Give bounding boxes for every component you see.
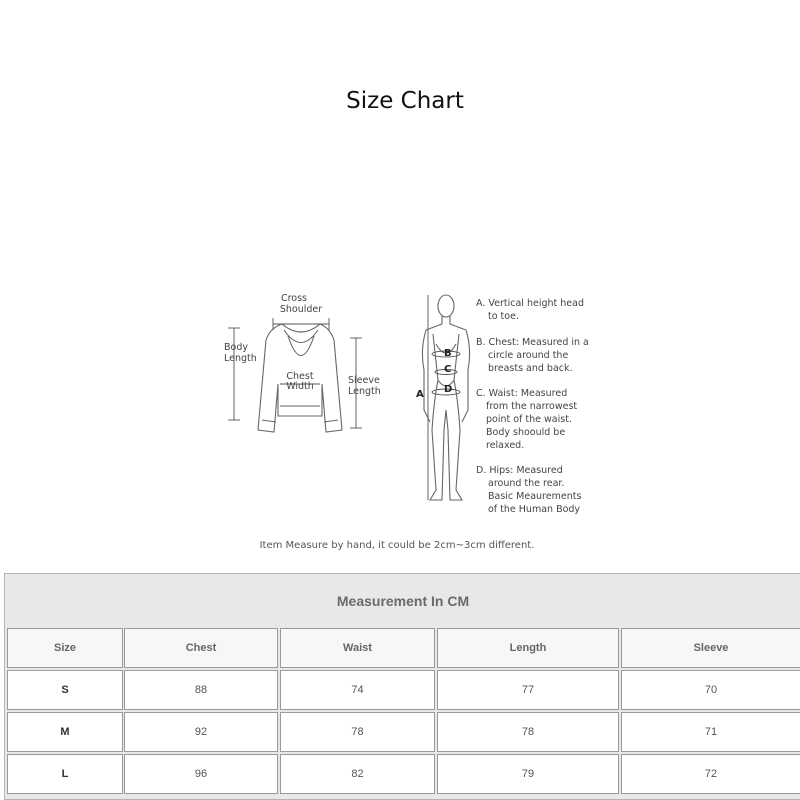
legend-a-line-2: to toe.	[488, 311, 519, 322]
body-figure	[422, 295, 469, 500]
cell-chest-l: 96	[124, 754, 278, 794]
legend-d-line-1: D. Hips: Measured	[476, 465, 563, 476]
hips-letter: D	[444, 384, 453, 395]
legend-c-line-4: Body shoould be	[486, 427, 566, 438]
header-size: Size	[7, 628, 123, 668]
measurement-diagram	[0, 280, 800, 520]
legend-b-line-1: B. Chest: Measured in a	[476, 337, 589, 348]
chest-width-label-1: Chest	[286, 371, 314, 382]
waist-letter: C	[444, 364, 452, 375]
measurement-legend	[476, 298, 589, 515]
legend-b-line-3: breasts and back.	[488, 363, 573, 374]
legend-d-line-4: of the Human Body	[488, 504, 581, 515]
header-waist: Waist	[280, 628, 435, 668]
cell-sleeve-s: 70	[621, 670, 800, 710]
cell-chest-s: 88	[124, 670, 278, 710]
legend-c-line-1: C. Waist: Measured	[476, 388, 568, 399]
chest-letter: B	[444, 348, 452, 359]
cell-waist-s: 74	[280, 670, 435, 710]
legend-a-line-1: A. Vertical height head	[476, 298, 584, 309]
chest-width-label-2: Width	[286, 381, 314, 392]
cell-sleeve-m: 71	[621, 712, 800, 752]
height-letter: A	[416, 389, 424, 400]
body-length-label-1: Body	[224, 342, 248, 353]
sleeve-length-label-2: Length	[348, 386, 381, 397]
legend-c-line-3: point of the waist.	[486, 414, 572, 425]
page-title: Size Chart	[346, 88, 464, 114]
cell-length-m: 78	[437, 712, 619, 752]
cell-size-l: L	[7, 754, 123, 794]
size-table	[4, 573, 800, 800]
cell-size-s: S	[7, 670, 123, 710]
cross-shoulder-label-1: Cross	[280, 293, 308, 304]
legend-c-line-2: from the narrowest	[486, 401, 578, 412]
cell-size-m: M	[7, 712, 123, 752]
body-length-label-2: Length	[224, 353, 257, 364]
legend-d-line-2: around the rear.	[488, 478, 565, 489]
legend-b-line-2: circle around the	[488, 350, 569, 361]
legend-c-line-5: relaxed.	[486, 440, 525, 451]
cell-waist-l: 82	[280, 754, 435, 794]
measurement-note: Item Measure by hand, it could be 2cm~3cm different.	[259, 540, 535, 551]
header-length: Length	[437, 628, 619, 668]
legend-d-line-3: Basic Meaurements	[488, 491, 582, 502]
cell-chest-m: 92	[124, 712, 278, 752]
cell-length-s: 77	[437, 670, 619, 710]
cell-length-l: 79	[437, 754, 619, 794]
sleeve-length-label-1: Sleeve	[348, 375, 380, 386]
cell-sleeve-l: 72	[621, 754, 800, 794]
header-sleeve: Sleeve	[621, 628, 800, 668]
header-chest: Chest	[124, 628, 278, 668]
table-caption: Measurement In CM	[336, 593, 470, 609]
cross-shoulder-label-2: Shoulder	[279, 304, 323, 315]
cell-waist-m: 78	[280, 712, 435, 752]
